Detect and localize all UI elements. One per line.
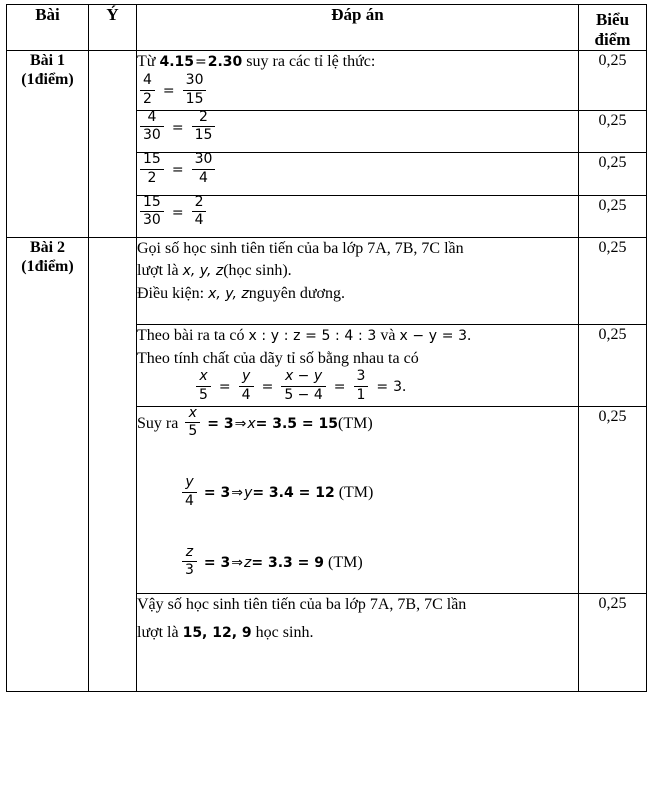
variables-list: x, y, z: [208, 286, 249, 302]
implies-arrow-icon: ⇒: [234, 415, 247, 432]
fraction-left-1: [140, 73, 155, 107]
step-variable: x: [247, 415, 256, 432]
step-value: = 3.3 = 9: [251, 554, 324, 571]
fraction-denominator: 15: [185, 90, 204, 107]
chain-fraction-2: [239, 369, 254, 403]
setup-line-2: [137, 260, 578, 282]
fraction-denominator: 4: [241, 386, 251, 403]
fraction-numerator: [182, 545, 197, 563]
step-note: (TM): [338, 414, 373, 432]
fraction-numerator: 2: [192, 110, 216, 128]
property-text: Theo tính chất của dãy tỉ số bằng nhau ta có: [137, 350, 419, 367]
setup-line-1: [137, 238, 578, 259]
conclusion-text-1: Vậy số học sinh tiên tiến của ba lớp 7A, 7B, 7C lần: [137, 596, 467, 613]
fraction-numerator: 4: [140, 73, 155, 91]
fraction-numerator: 4: [140, 110, 164, 128]
row-spacer: [137, 189, 578, 195]
fraction-numerator: 30: [192, 152, 216, 170]
row-spacer: [137, 231, 578, 237]
answer-cell-bai1-row3: [137, 153, 579, 196]
answer-cell-bai2-row3: [137, 406, 579, 594]
fraction-numerator: [196, 369, 211, 387]
step-spacer: [137, 512, 578, 546]
exercise-label-line1: Bài 1: [29, 52, 66, 69]
score-cell: 0,25: [579, 406, 647, 594]
answer-cell-bai2-row1: [137, 238, 579, 325]
condition-text: nguyên dương.: [248, 285, 345, 302]
setup-text-3: (học sinh).: [223, 262, 292, 279]
answer-cell-bai2-row2: [137, 325, 579, 407]
step-note: (TM): [328, 553, 363, 571]
equals-sign: =: [333, 379, 346, 395]
numerator-value: x − y: [284, 368, 323, 385]
proportion-equation-1: [137, 74, 578, 109]
row-spacer: [137, 645, 578, 691]
header-score-line2: điểm: [594, 30, 631, 49]
fraction-numerator: [239, 369, 254, 387]
numerator-value: x: [199, 368, 208, 385]
fraction-numerator: [182, 475, 197, 493]
fraction-denominator: 4: [185, 492, 194, 509]
proportion-equation-3: [137, 153, 578, 188]
answer-cell-bai1-row2: [137, 110, 579, 153]
step-value: = 3.4 = 12: [252, 485, 335, 501]
answer-key-table: [6, 4, 647, 692]
header-exercise: Bài: [7, 5, 89, 51]
fraction-right-4: [192, 195, 207, 229]
conclusion-text-3: học sinh.: [255, 624, 314, 641]
header-score: [579, 5, 647, 51]
fraction-denominator: 4: [194, 212, 204, 229]
fraction-denominator: 5 − 4: [284, 386, 323, 403]
chain-fraction-3: [281, 369, 325, 403]
score-cell: 0,25: [579, 238, 647, 325]
fraction-numerator: 30: [183, 73, 207, 91]
equal-ratio-chain: [137, 370, 578, 405]
step-variable: z: [244, 554, 252, 571]
exercise-label-line2: (1điểm): [21, 258, 74, 275]
exercise-label-bai-2: [7, 238, 89, 692]
fraction-numerator: [281, 369, 325, 387]
period: .: [467, 327, 472, 344]
table-header-row: [7, 5, 647, 51]
score-cell: 0,25: [579, 153, 647, 196]
step-fraction-2: [182, 475, 197, 509]
period: .: [402, 378, 407, 395]
conclusion-values: 15, 12, 9: [182, 625, 252, 641]
given-equals: =: [195, 54, 207, 70]
given-left: 4.15: [159, 54, 194, 70]
fraction-numerator: 2: [192, 195, 207, 213]
step-spacer: [137, 442, 578, 476]
table-row: [7, 238, 647, 325]
fraction-numerator: 15: [140, 152, 164, 170]
fraction-denominator: 3: [185, 562, 194, 579]
step-variable: y: [244, 485, 253, 501]
step-value: = 3.5 = 15: [255, 415, 339, 432]
numerator-value: z: [185, 543, 194, 560]
fraction-right-1: [183, 73, 207, 107]
implies-arrow-icon: ⇒: [231, 485, 244, 501]
variables-list: x, y, z: [182, 263, 224, 279]
equals-sign: =: [218, 379, 231, 395]
proportion-equation-4: [137, 193, 578, 231]
answer-cell-bai1-row4: [137, 195, 579, 238]
fraction-denominator: 30: [143, 127, 161, 144]
exercise-label-line1: Bài 2: [29, 239, 66, 256]
step-equation: = 3: [207, 415, 234, 432]
equals-sign: =: [261, 379, 274, 395]
fraction-left-4: [140, 195, 164, 229]
fraction-denominator: 2: [143, 90, 152, 107]
proportion-equation-2: [137, 108, 578, 146]
table-row: [7, 51, 647, 111]
equals-sign: =: [162, 83, 175, 99]
answer-intro-line: [137, 51, 578, 73]
step-note: (TM): [338, 484, 374, 501]
implies-arrow-icon: ⇒: [231, 554, 244, 571]
fraction-denominator: 30: [143, 212, 161, 229]
score-cell: 0,25: [579, 51, 647, 111]
setup-line-3: [137, 283, 578, 305]
solve-step-3: [137, 543, 578, 581]
setup-text-2: lượt là: [137, 262, 179, 279]
step-fraction-3: [182, 545, 197, 579]
condition-label: Điều kiện:: [137, 285, 205, 302]
exercise-label-bai-1: [7, 51, 89, 238]
solve-step-2: [137, 476, 578, 511]
part-cell-bai-1: [89, 51, 137, 238]
chain-fraction-1: [196, 369, 211, 403]
row-spacer: [137, 581, 578, 593]
header-score-line1: Biểu: [595, 10, 630, 29]
conjunction-text: và: [380, 327, 396, 344]
ratio-statement-line: [137, 325, 578, 347]
fraction-numerator: 3: [354, 369, 369, 387]
chain-result-value: 3: [393, 379, 403, 395]
fraction-denominator: 15: [194, 127, 213, 144]
fraction-numerator: 15: [140, 195, 164, 213]
fraction-denominator: 4: [199, 169, 208, 186]
score-cell: 0,25: [579, 594, 647, 692]
conclusion-line-1: [137, 594, 578, 615]
numerator-value: x: [188, 404, 197, 421]
fraction-denominator: 2: [147, 169, 157, 186]
solve-lead-text: Suy ra: [137, 414, 179, 432]
equals-sign: =: [171, 119, 184, 136]
ratio-expression: x : y : z = 5 : 4 : 3: [248, 328, 377, 344]
header-part: Ý: [89, 5, 137, 51]
conclusion-line-2: [137, 622, 578, 644]
given-right: 2.30: [207, 54, 243, 70]
equals-sign: =: [376, 379, 389, 395]
intro-tail-text: suy ra các tỉ lệ thức:: [246, 53, 376, 70]
equals-sign: =: [171, 204, 184, 221]
fraction-denominator: 5: [188, 423, 198, 440]
fraction-denominator: 1: [356, 386, 366, 403]
intro-text: Từ: [137, 53, 156, 70]
conclusion-text-2: lượt là: [137, 624, 179, 641]
answer-cell-bai1-row1: [137, 51, 579, 111]
header-answer: Đáp án: [137, 5, 579, 51]
ratio-lead-text: Theo bài ra ta có: [137, 327, 245, 344]
fraction-right-2: [192, 110, 216, 144]
part-cell-bai-2: [89, 238, 137, 692]
fraction-numerator: [185, 406, 200, 424]
fraction-left-3: [140, 152, 164, 186]
fraction-denominator: 5: [199, 386, 208, 403]
equals-sign: =: [171, 162, 184, 178]
answer-cell-bai2-row4: [137, 594, 579, 692]
score-cell: 0,25: [579, 110, 647, 153]
step-equation: = 3: [203, 485, 231, 501]
chain-fraction-4: [354, 369, 369, 403]
difference-condition: x − y = 3: [399, 328, 468, 344]
numerator-value: y: [241, 368, 251, 385]
row-spacer: [137, 306, 578, 324]
fraction-left-2: [140, 110, 164, 144]
exercise-label-line2: (1điểm): [21, 71, 74, 88]
property-statement-line: [137, 348, 578, 369]
score-cell: 0,25: [579, 195, 647, 238]
fraction-right-3: [192, 152, 216, 186]
step-equation: = 3: [203, 554, 231, 571]
solve-step-1: [137, 404, 578, 442]
numerator-value: y: [185, 474, 194, 491]
score-cell: 0,25: [579, 325, 647, 407]
step-fraction-1: [185, 406, 200, 440]
setup-text-1: Gọi số học sinh tiên tiến của ba lớp 7A, 7B, 7C lần: [137, 240, 464, 257]
